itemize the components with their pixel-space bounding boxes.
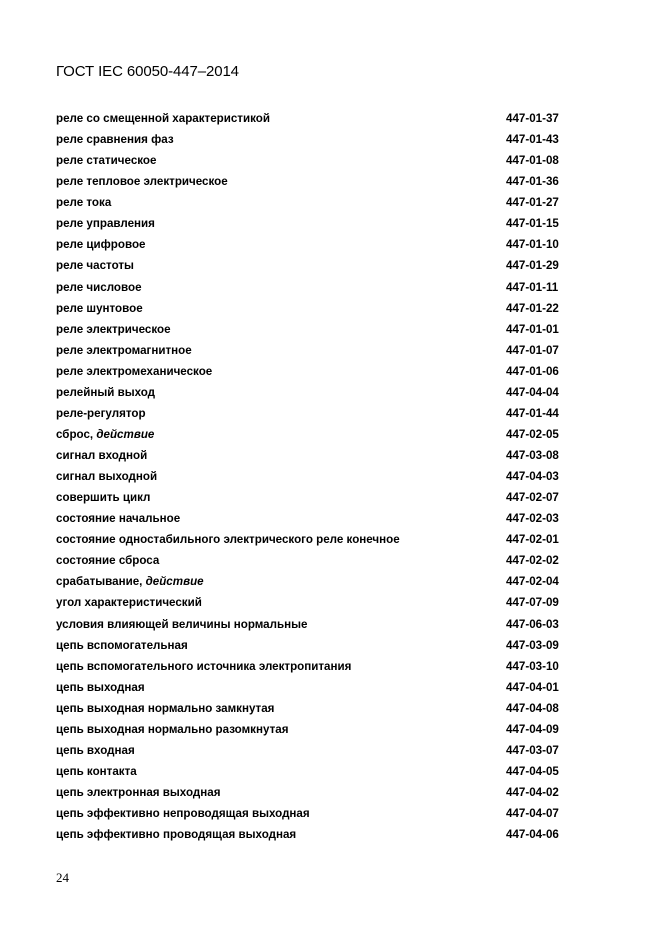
index-term — [56, 428, 154, 441]
index-entry — [56, 656, 576, 677]
index-term — [56, 744, 135, 757]
index-term-code: 447-07-09 — [506, 596, 559, 610]
index-term-text: цепь выходная — [56, 680, 145, 694]
index-term — [56, 175, 228, 188]
index-entry — [56, 466, 576, 487]
index-term-code: 447-01-36 — [506, 175, 559, 189]
index-entry — [56, 677, 576, 698]
index-entry — [56, 255, 576, 276]
index-term-code: 447-01-10 — [506, 238, 559, 252]
index-entry — [56, 487, 576, 508]
index-term-code: 447-01-37 — [506, 112, 559, 126]
index-term-text: цепь выходная нормально разомкнутая — [56, 722, 289, 736]
index-entry — [56, 529, 576, 550]
index-entry — [56, 319, 576, 340]
index-entry — [56, 635, 576, 656]
index-term — [56, 723, 288, 736]
index-entry — [56, 614, 576, 635]
index-term-text: реле-регулятор — [56, 406, 146, 420]
index-term — [56, 786, 220, 799]
index-entry — [56, 298, 576, 319]
index-term-code: 447-02-05 — [506, 427, 559, 441]
index-term-code: 447-01-44 — [506, 406, 559, 420]
index-term-text: состояние начальное — [56, 512, 181, 526]
index-term — [56, 365, 212, 378]
index-term-text: цепь вспомогательного источника электропитания — [56, 659, 352, 673]
index-term — [56, 281, 142, 294]
index-term-code: 447-02-04 — [506, 575, 559, 589]
index-entry — [56, 592, 576, 613]
index-term — [56, 618, 307, 631]
index-entry — [56, 277, 576, 298]
index-term-code: 447-03-10 — [506, 659, 559, 673]
index-term — [56, 765, 137, 778]
index-term-code: 447-01-43 — [506, 133, 559, 147]
index-entry — [56, 171, 576, 192]
index-term-code: 447-06-03 — [506, 617, 559, 631]
index-term-code: 447-03-08 — [506, 449, 559, 463]
index-term-qualifier: действие — [96, 427, 155, 441]
index-term-code: 447-03-09 — [506, 638, 559, 652]
index-term-text: реле электромеханическое — [56, 364, 213, 378]
index-term-text: угол характеристический — [56, 596, 202, 610]
index-entry — [56, 150, 576, 171]
index-term — [56, 807, 310, 820]
index-term-code: 447-01-15 — [506, 217, 559, 231]
index-entry — [56, 361, 576, 382]
index-term-code: 447-03-07 — [506, 743, 559, 757]
index-term-text: сигнал входной — [56, 449, 148, 463]
index-entry — [56, 508, 576, 529]
index-term-code: 447-01-11 — [506, 280, 559, 294]
index-term-code: 447-01-27 — [506, 196, 559, 210]
index-term-code: 447-04-08 — [506, 701, 559, 715]
index-entry — [56, 740, 576, 761]
index-term-code: 447-04-04 — [506, 385, 559, 399]
index-term — [56, 596, 202, 609]
index-term — [56, 323, 171, 336]
term-index-list — [56, 108, 576, 845]
index-term-text: состояние сброса — [56, 554, 160, 568]
index-term — [56, 344, 192, 357]
index-term-text: сигнал выходной — [56, 470, 158, 484]
index-term-code: 447-01-01 — [506, 322, 559, 336]
index-term-text: реле числовое — [56, 280, 142, 294]
index-term-code: 447-04-01 — [506, 680, 559, 694]
index-term — [56, 639, 188, 652]
index-entry — [56, 698, 576, 719]
index-term — [56, 491, 150, 504]
index-term-text: релейный выход — [56, 385, 156, 399]
index-entry — [56, 824, 576, 845]
index-term-code: 447-04-06 — [506, 828, 559, 842]
index-term — [56, 154, 156, 167]
index-term — [56, 302, 143, 315]
index-term-code: 447-04-07 — [506, 807, 559, 821]
index-term-code: 447-01-08 — [506, 154, 559, 168]
index-term-text: реле электромагнитное — [56, 343, 192, 357]
index-term — [56, 133, 174, 146]
index-term-text: совершить цикл — [56, 491, 151, 505]
index-term-text: состояние одностабильного электрического реле конечное — [56, 533, 400, 547]
index-entry — [56, 108, 576, 129]
index-term-text: сброс, — [56, 427, 97, 441]
index-entry — [56, 719, 576, 740]
index-term — [56, 512, 180, 525]
index-entry — [56, 445, 576, 466]
index-term-text: реле электрическое — [56, 322, 171, 336]
index-term — [56, 828, 296, 841]
index-term-text: цепь электронная выходная — [56, 786, 221, 800]
index-term — [56, 196, 111, 209]
index-term — [56, 217, 155, 230]
index-term-text: реле со смещенной характеристикой — [56, 112, 270, 126]
index-term — [56, 533, 400, 546]
index-entry — [56, 403, 576, 424]
index-term — [56, 407, 146, 420]
document-header: ГОСТ IEC 60050-447–2014 — [56, 63, 239, 80]
index-term-text: цепь эффективно проводящая выходная — [56, 828, 297, 842]
index-term-text: условия влияющей величины нормальные — [56, 617, 308, 631]
index-term-code: 447-01-29 — [506, 259, 559, 273]
index-term — [56, 112, 270, 125]
index-entry — [56, 234, 576, 255]
index-term — [56, 554, 159, 567]
index-term — [56, 575, 204, 588]
index-term-qualifier: действие — [145, 575, 204, 589]
index-term-text: реле шунтовое — [56, 301, 143, 315]
index-term-text: реле сравнения фаз — [56, 133, 174, 147]
index-entry — [56, 192, 576, 213]
index-entry — [56, 424, 576, 445]
index-entry — [56, 382, 576, 403]
index-term-code: 447-04-09 — [506, 722, 559, 736]
index-term — [56, 386, 155, 399]
page-number: 24 — [56, 870, 69, 885]
index-term — [56, 702, 274, 715]
index-entry — [56, 571, 576, 592]
index-term-text: реле тепловое электрическое — [56, 175, 228, 189]
index-entry — [56, 761, 576, 782]
index-entry — [56, 782, 576, 803]
index-term — [56, 660, 351, 673]
index-term — [56, 259, 134, 272]
index-term — [56, 681, 145, 694]
index-term — [56, 238, 145, 251]
index-term-code: 447-01-06 — [506, 364, 559, 378]
index-term-text: цепь вспомогательная — [56, 638, 188, 652]
index-term-code: 447-04-05 — [506, 764, 559, 778]
index-term-code: 447-02-02 — [506, 554, 559, 568]
index-term-text: реле управления — [56, 217, 155, 231]
index-term-code: 447-02-01 — [506, 533, 559, 547]
index-entry — [56, 213, 576, 234]
index-term — [56, 449, 147, 462]
index-entry — [56, 550, 576, 571]
index-term-text: цепь выходная нормально замкнутая — [56, 701, 275, 715]
index-term-code: 447-02-03 — [506, 512, 559, 526]
index-term-text: срабатывание, — [56, 575, 146, 589]
index-term — [56, 470, 157, 483]
index-term-code: 447-04-02 — [506, 786, 559, 800]
index-term-code: 447-02-07 — [506, 491, 559, 505]
index-term-text: реле статическое — [56, 154, 157, 168]
index-term-code: 447-04-03 — [506, 470, 559, 484]
index-entry — [56, 340, 576, 361]
index-entry — [56, 129, 576, 150]
index-term-code: 447-01-07 — [506, 343, 559, 357]
index-term-text: цепь контакта — [56, 764, 137, 778]
index-entry — [56, 803, 576, 824]
index-term-text: цепь эффективно непроводящая выходная — [56, 807, 310, 821]
index-term-text: реле цифровое — [56, 238, 146, 252]
index-term-code: 447-01-22 — [506, 301, 559, 315]
index-term-text: цепь входная — [56, 743, 135, 757]
index-term-text: реле частоты — [56, 259, 134, 273]
index-term-text: реле тока — [56, 196, 112, 210]
